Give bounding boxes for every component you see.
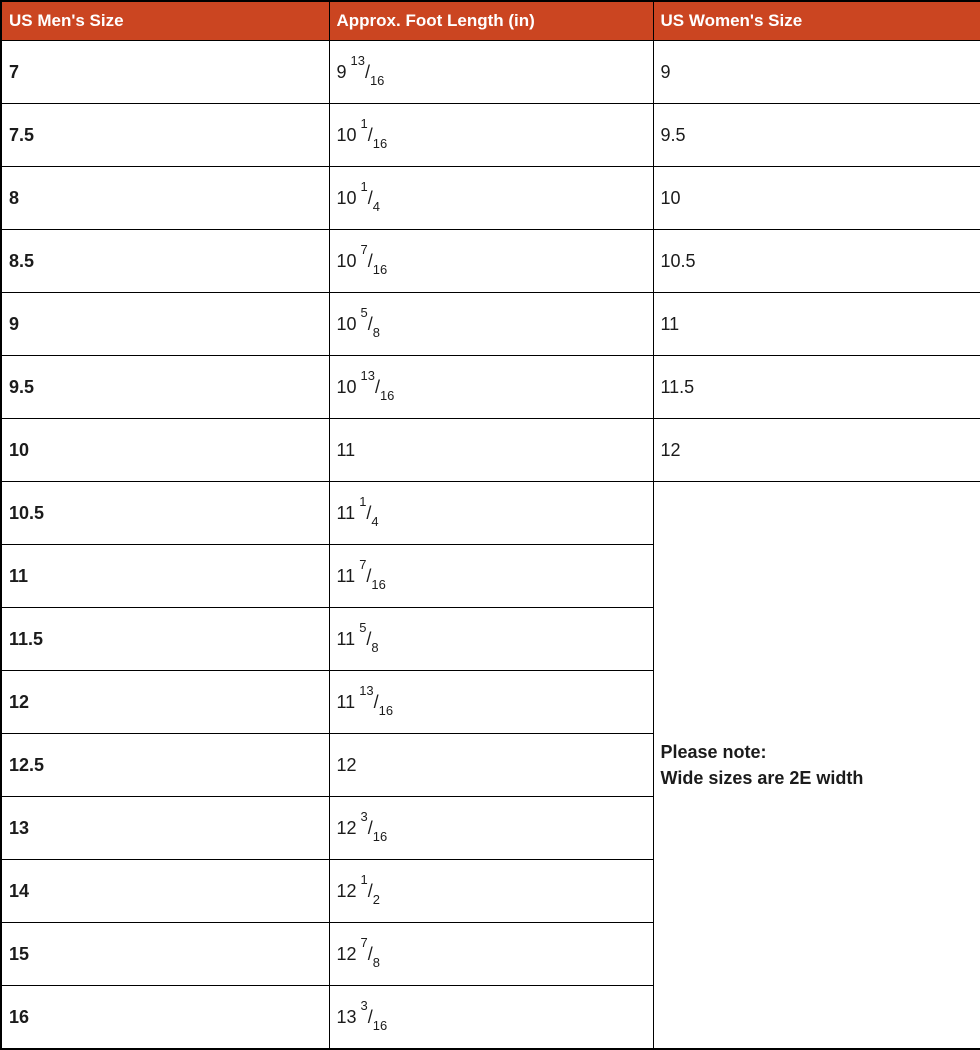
header-row [1,1,980,41]
mens-size-cell: 12.5 [1,734,329,797]
womens-size-cell: 11 [653,293,980,356]
foot-length-cell: 11 [329,419,653,482]
mens-size-cell: 9 [1,293,329,356]
mens-size-cell: 7 [1,41,329,104]
foot-length-cell: $12^7/_8$ [329,923,653,986]
foot-length-cell: $11^7/_{16}$ [329,545,653,608]
foot-length-cell: $12^3/_{16}$ [329,797,653,860]
fraction-numerator: 1 [359,494,367,510]
womens-size-cell: 10 [653,167,980,230]
fraction-denominator: 16 [378,702,394,718]
mens-size-cell: 15 [1,923,329,986]
note-cell [653,482,980,1050]
womens-size-cell: 10.5 [653,230,980,293]
fraction-numerator: 7 [359,557,367,573]
note-line-2: Wide sizes are 2E width [660,768,864,788]
foot-length-cell: $10^1/_4$ [329,167,653,230]
foot-length-cell: $13^3/_{16}$ [329,986,653,1050]
fraction-numerator: 5 [360,305,368,321]
fraction-denominator: 2 [372,891,380,907]
mens-size-cell: 7.5 [1,104,329,167]
fraction-numerator: 1 [360,872,368,888]
table-row [1,419,980,482]
womens-size-cell: 12 [653,419,980,482]
fraction-numerator: 13 [359,683,374,699]
womens-size-cell: 9.5 [653,104,980,167]
mens-size-cell: 8.5 [1,230,329,293]
table-row [1,293,980,356]
foot-length-cell: $11^1/_4$ [329,482,653,545]
fraction-denominator: 16 [372,1017,388,1033]
womens-size-cell: 9 [653,41,980,104]
mens-size-cell: 16 [1,986,329,1050]
fraction-numerator: 1 [360,179,368,195]
fraction-numerator: 3 [360,809,368,825]
fraction-numerator: 1 [360,116,368,132]
foot-length-cell: $10^7/_{16}$ [329,230,653,293]
note-line-1: Please note: [660,742,767,762]
fraction-denominator: 16 [372,135,388,151]
fraction-denominator: 16 [379,387,395,403]
mens-size-cell: 11.5 [1,608,329,671]
fraction-denominator: 8 [372,324,380,340]
table-row [1,41,980,104]
mens-size-cell: 11 [1,545,329,608]
fraction-numerator: 5 [359,620,367,636]
foot-length-cell: $10^1/_{16}$ [329,104,653,167]
mens-size-cell: 9.5 [1,356,329,419]
table-body [1,41,980,1050]
fraction-denominator: 4 [372,198,380,214]
header-foot-length: Approx. Foot Length (in) [329,1,653,41]
table-row [1,482,980,545]
fraction-denominator: 16 [369,72,385,88]
table-row [1,356,980,419]
table-header [1,1,980,41]
table-row [1,167,980,230]
table-row [1,104,980,167]
foot-length-cell: 12 [329,734,653,797]
header-us-womens-size: US Women's Size [653,1,980,41]
table-row [1,230,980,293]
mens-size-cell: 10.5 [1,482,329,545]
fraction-numerator: 3 [360,998,368,1014]
mens-size-cell: 10 [1,419,329,482]
fraction-denominator: 16 [372,828,388,844]
fraction-denominator: 8 [371,639,379,655]
foot-length-cell: $10^{13}/_{16}$ [329,356,653,419]
mens-size-cell: 14 [1,860,329,923]
fraction-numerator: 7 [360,935,368,951]
womens-size-cell: 11.5 [653,356,980,419]
fraction-numerator: 13 [360,368,375,384]
fraction-numerator: 7 [360,242,368,258]
header-us-mens-size: US Men's Size [1,1,329,41]
foot-length-cell: $12^1/_2$ [329,860,653,923]
mens-size-cell: 8 [1,167,329,230]
fraction-denominator: 16 [371,576,386,592]
fraction-denominator: 16 [372,261,388,277]
fraction-denominator: 4 [371,513,379,529]
mens-size-cell: 12 [1,671,329,734]
fraction-numerator: 13 [350,53,365,69]
foot-length-cell: $9^{13}/_{16}$ [329,41,653,104]
foot-length-cell: $11^5/_8$ [329,608,653,671]
mens-size-cell: 13 [1,797,329,860]
foot-length-cell: $10^5/_8$ [329,293,653,356]
foot-length-cell: $11^{13}/_{16}$ [329,671,653,734]
fraction-denominator: 8 [372,954,380,970]
